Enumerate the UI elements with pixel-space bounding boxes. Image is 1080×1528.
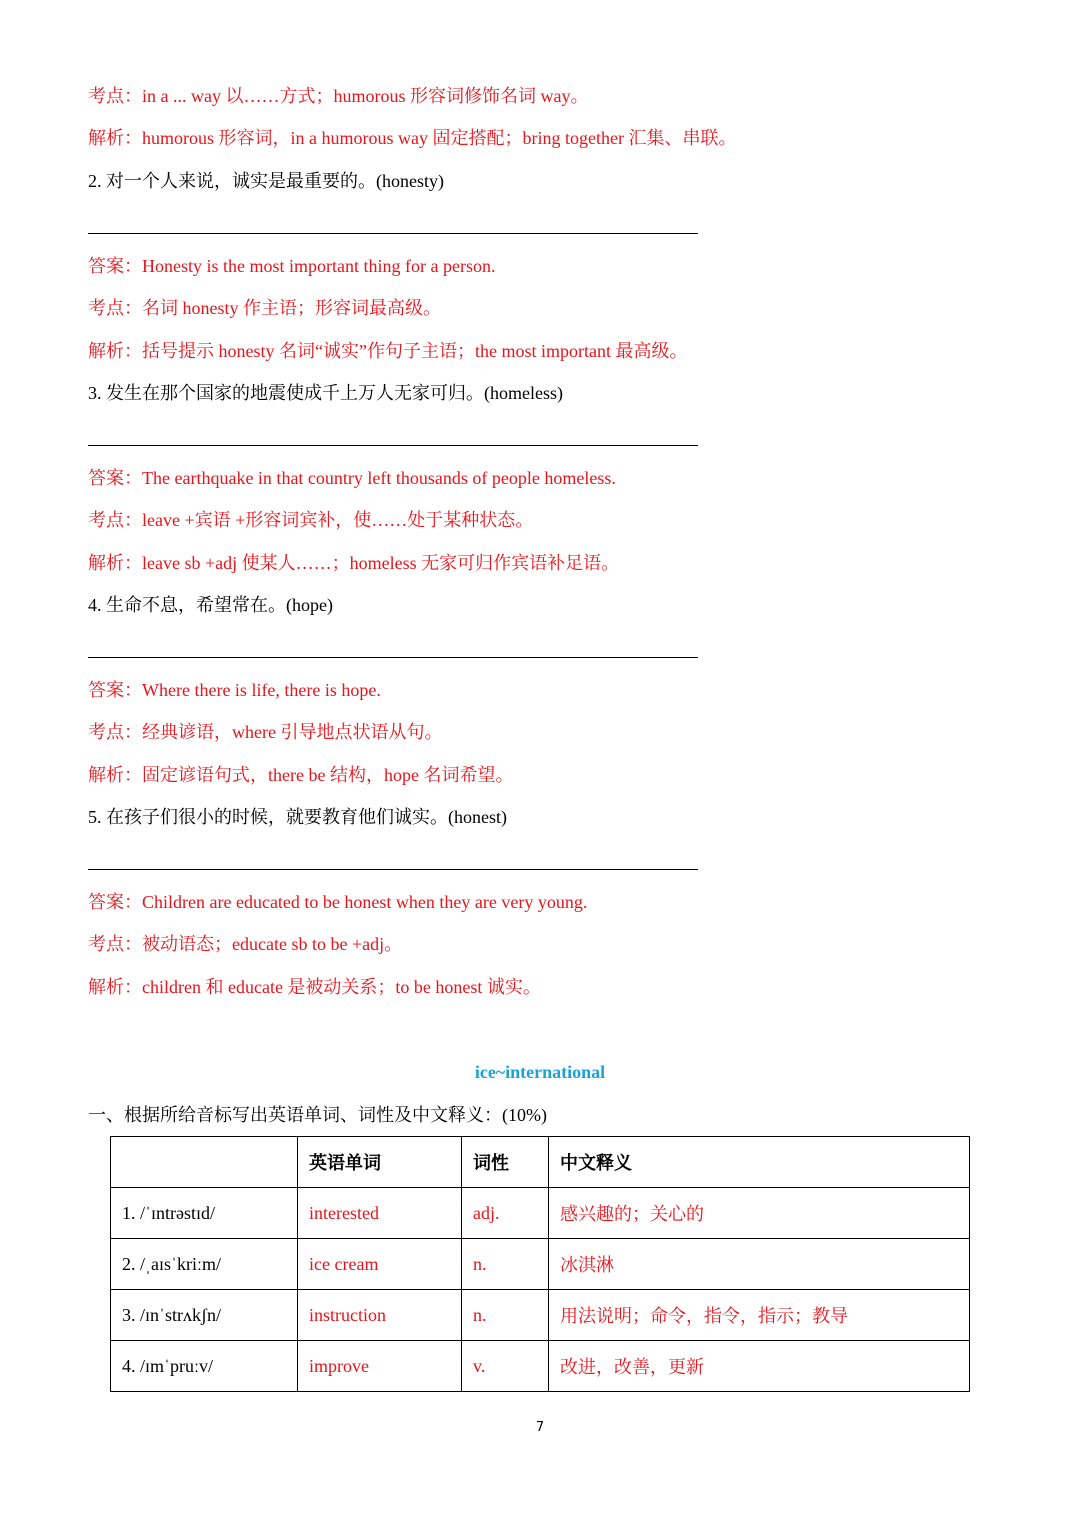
pos-cell: n. [462,1239,549,1290]
table-row [111,1188,970,1239]
analysis-line: 解析：children 和 educate 是被动关系；to be honest 诚实。 [88,977,541,997]
table-row [111,1341,970,1392]
word-cell: instruction [298,1290,462,1341]
keypoint-line: 考点：leave +宾语 +形容词宾补，使……处于某种状态。 [88,510,534,530]
header-word: 英语单词 [298,1137,462,1188]
meaning-cell: 冰淇淋 [549,1239,970,1290]
phonetic-cell: 4. /ɪmˈpruːv/ [111,1341,298,1392]
answer-line: 答案：Where there is life, there is hope. [88,680,381,700]
table-row [111,1239,970,1290]
meaning-cell: 改进，改善，更新 [549,1341,970,1392]
analysis-line: 解析：括号提示 honesty 名词“诚实”作句子主语；the most important 最高级。 [88,341,688,361]
answer-blank-line [88,869,698,870]
pos-cell: v. [462,1341,549,1392]
phonetic-cell: 2. /ˌaɪsˈkriːm/ [111,1239,298,1290]
meaning-cell: 用法说明；命令，指令，指示；教导 [549,1290,970,1341]
question-5: 5. 在孩子们很小的时候，就要教育他们诚实。(honest) [88,807,507,827]
answer-line: 答案：Children are educated to be honest when they are very young. [88,892,588,912]
keypoint-line: 考点：经典谚语，where 引导地点状语从句。 [88,722,443,742]
analysis-line: 解析：固定谚语句式，there be 结构，hope 名词希望。 [88,765,514,785]
phonetic-cell: 3. /ɪnˈstrʌkʃn/ [111,1290,298,1341]
pos-cell: adj. [462,1188,549,1239]
table-row [111,1290,970,1341]
answer-blank-line [88,233,698,234]
word-cell: improve [298,1341,462,1392]
word-cell: ice cream [298,1239,462,1290]
vocabulary-table [110,1136,970,1392]
question-4: 4. 生命不息，希望常在。(hope) [88,595,333,615]
word-cell: interested [298,1188,462,1239]
pos-cell: n. [462,1290,549,1341]
answer-blank-line [88,657,698,658]
answer-line: 答案：Honesty is the most important thing for a person. [88,256,496,276]
header-pos: 词性 [462,1137,549,1188]
answer-blank-line [88,445,698,446]
answer-line: 答案：The earthquake in that country left thousands of people homeless. [88,468,616,488]
question-3: 3. 发生在那个国家的地震使成千上万人无家可归。(homeless) [88,383,563,403]
analysis-line: 解析：humorous 形容词，in a humorous way 固定搭配；bring together 汇集、串联。 [88,128,737,148]
keypoint-line: 考点：名词 honesty 作主语；形容词最高级。 [88,298,441,318]
table-header-row [111,1137,970,1188]
analysis-line: 解析：leave sb +adj 使某人……；homeless 无家可归作宾语补足语。 [88,553,620,573]
meaning-cell: 感兴趣的；关心的 [549,1188,970,1239]
phonetic-cell: 1. /ˈɪntrəstɪd/ [111,1188,298,1239]
page-number: 7 [535,1420,545,1435]
keypoint-line: 考点：in a ... way 以……方式；humorous 形容词修饰名词 way。 [88,86,589,106]
keypoint-line: 考点：被动语态；educate sb to be +adj。 [88,934,403,954]
exercise-instruction: 一、根据所给音标写出英语单词、词性及中文释义：(10%) [88,1105,547,1125]
section-title: ice~international [474,1062,606,1082]
question-2: 2. 对一个人来说，诚实是最重要的。(honesty) [88,171,444,191]
header-meaning: 中文释义 [549,1137,970,1188]
header-phonetic [111,1137,298,1188]
